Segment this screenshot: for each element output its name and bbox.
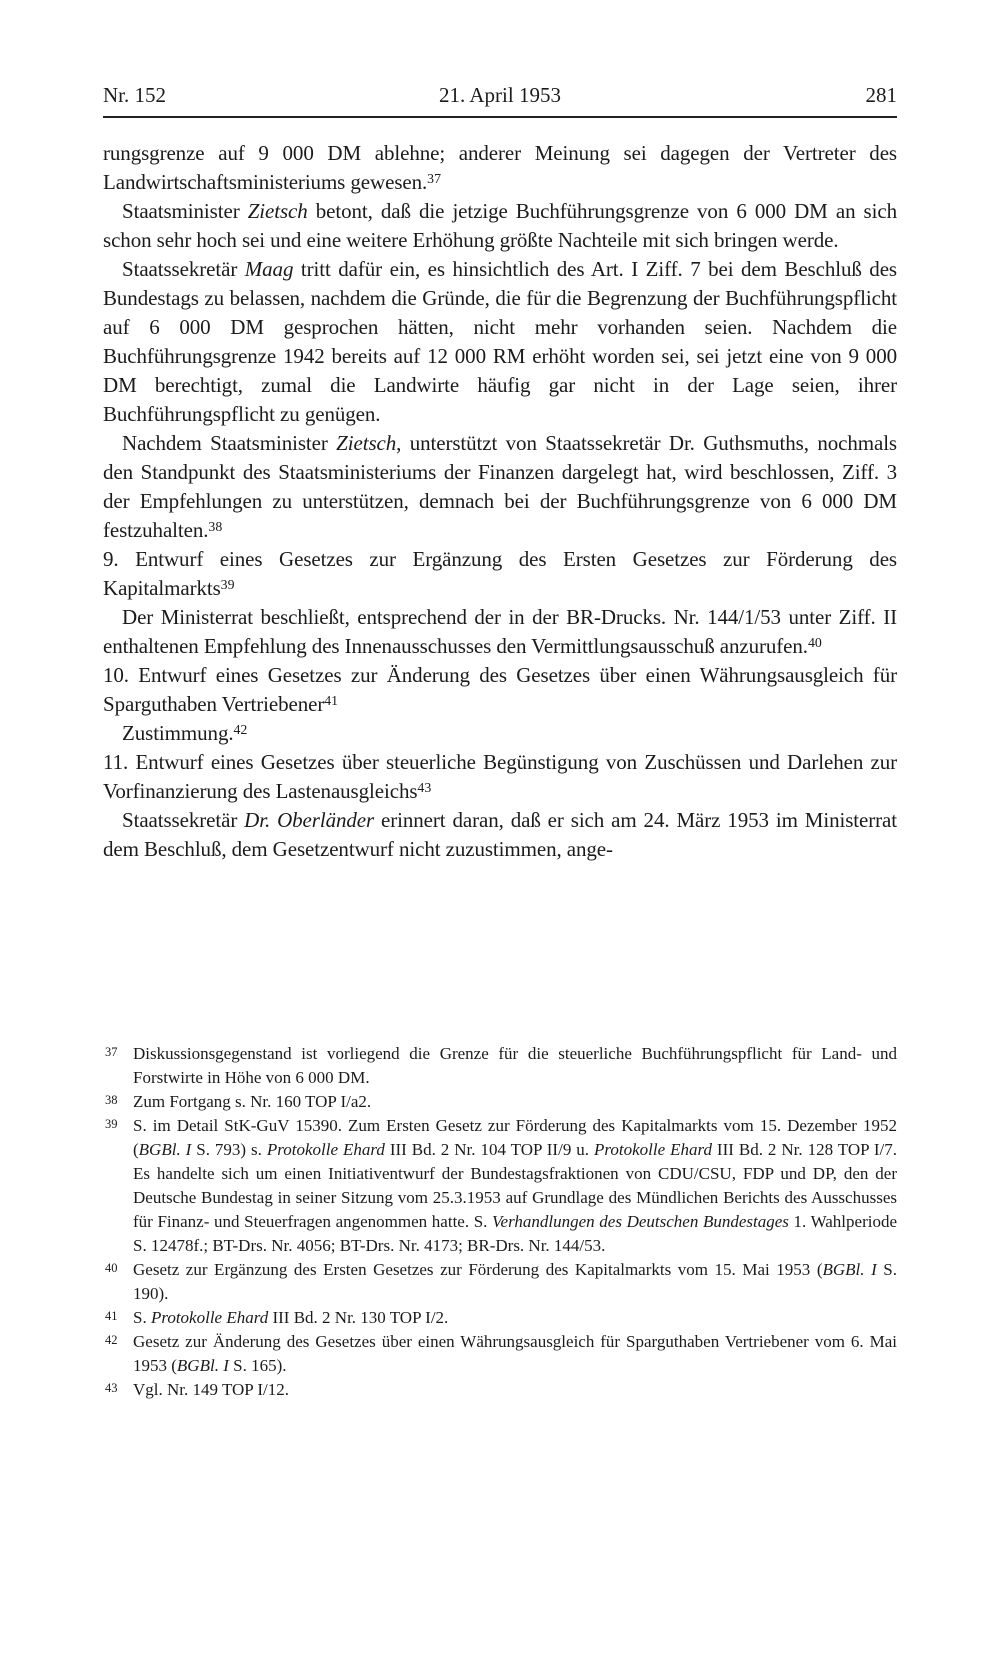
text-run: S. 190). [133,1260,897,1303]
footnote-number: 37 [105,1045,118,1059]
agenda-item-heading [103,661,897,719]
footnote-text [133,1116,897,1255]
page-header [103,83,897,109]
header-rule [103,116,897,118]
text-run: Zustimmung. [122,721,234,745]
text-run: S. 793) s. [191,1140,267,1159]
italic-text: Zietsch [336,431,397,455]
italic-text: BGBl. I [822,1260,877,1279]
italic-text: Protokolle Ehard [150,1308,269,1327]
paragraph [103,139,897,197]
footnote-text [133,1092,371,1111]
text-run: III Bd. 2 Nr. 130 TOP I/2. [268,1308,449,1327]
text-run: 11. Entwurf eines Gesetzes über steuerliche Begünstigung von Zuschüssen und Darlehen zur Vorfinanzierung des Lastenausgleichs [103,750,897,803]
text-run: rungsgrenze auf 9 000 DM ablehne; anderer Meinung sei dagegen der Vertreter des Landwirtschaftsministeriums gewesen. [103,141,897,194]
text-run: 1. Wahlperiode S. 12478f.; BT-Drs. Nr. 4056; BT-Drs. Nr. 4173; BR-Drs. Nr. 144/53. [133,1212,898,1255]
footnote [103,1114,897,1258]
text-run: Zum Fortgang s. Nr. 160 TOP I/a2. [133,1092,372,1111]
italic-text: Protokolle Ehard [594,1140,712,1159]
italic-text: Protokolle Ehard [266,1140,385,1159]
agenda-item-heading [103,748,897,806]
italic-text: BGBl. I [138,1140,192,1159]
paragraph [103,429,897,545]
text-run: S. [133,1308,151,1327]
header-page-number: 281 [865,83,897,107]
footnote [103,1378,897,1402]
text-run: Staatssekretär [122,808,245,832]
header-date: 21. April 1953 [439,83,561,107]
footnote [103,1330,897,1378]
footnotes [103,1042,897,1402]
footnote-reference: 37 [427,170,442,186]
text-run: 9. Entwurf eines Gesetzes zur Ergänzung des Ersten Gesetzes zur Förderung des Kapitalmarkts [103,547,897,600]
text-run: Staatssekretär [122,257,245,281]
footnote-reference: 42 [233,721,248,737]
footnote-number: 41 [105,1309,118,1323]
paragraph [103,603,897,661]
italic-text: Zietsch [247,199,308,223]
text-run: III Bd. 2 Nr. 128 TOP I/7. Es handelte sich um einen Initiativentwurf der Bundestagsfraktionen von CDU/CSU, FDP und DP, den der Deutsche Bundestag in seiner Sitzung vom 25.3.1953 auf Grundlage des Mündlichen Berichts des Ausschusses für Finanz- und Steuerfragen angenommen hatte. S. [133,1140,898,1231]
text-run: betont, daß die jetzige Buchführungsgrenze von 6 000 DM an sich schon sehr hoch sei und eine weitere Erhöhung größte Nachteile mit sich bringen werde. [103,199,897,252]
footnote-reference: 40 [807,634,822,650]
footnote-text [133,1332,897,1375]
body-text [103,139,897,864]
footnote [103,1042,897,1090]
footnote-number: 39 [105,1117,118,1131]
paragraph [103,255,897,429]
footnote-number: 38 [105,1093,118,1107]
italic-text: Maag [244,257,294,281]
footnote-text [133,1044,897,1087]
text-run: S. im Detail StK-GuV 15390. Zum Ersten Gesetz zur Förderung des Kapitalmarkts vom 15. Dezember 1952 ( [133,1116,897,1159]
footnote-text [133,1380,289,1399]
text-run: Nachdem Staatsminister [122,431,337,455]
italic-text: Verhandlungen des Deutschen Bundestages [492,1212,789,1231]
text-run: , unterstützt von Staatssekretär Dr. Guthsmuths, nochmals den Standpunkt des Staatsministeriums der Finanzen dargelegt hat, wird beschlossen, Ziff. 3 der Empfehlungen zu unterstützen, demnach bei der Buchführungsgrenze von 6 000 DM festzuhalten. [103,431,897,542]
footnote [103,1306,897,1330]
text-run: Gesetz zur Änderung des Gesetzes über einen Währungsausgleich für Sparguthaben Vertriebener vom 6. Mai 1953 ( [133,1332,897,1375]
header-doc-number: Nr. 152 [103,83,166,107]
footnote-reference: 43 [417,779,432,795]
text-run: tritt dafür ein, es hinsichtlich des Art. I Ziff. 7 bei dem Beschluß des Bundestags zu belassen, nachdem die Gründe, die für die Begrenzung der Buchführungspflicht auf 6 000 DM gesprochen hätten, nicht mehr vorhanden seien. Nachdem die Buchführungsgrenze 1942 bereits auf 12 000 RM erhöht worden sei, sei jetzt eine von 9 000 DM berechtigt, zumal die Landwirte häufig gar nicht in der Lage seien, ihrer Buchführungspflicht zu genügen. [103,257,897,426]
text-run: Der Ministerrat beschließt, entsprechend der in der BR-Drucks. Nr. 144/1/53 unter Ziff. II enthaltenen Empfehlung des Innenausschusses den Vermittlungsausschuß anzurufen. [103,605,897,658]
text-run: Staatsminister [122,199,248,223]
footnote-number: 40 [105,1261,118,1275]
text-run: III Bd. 2 Nr. 104 TOP II/9 u. [384,1140,594,1159]
text-run: Diskussionsgegenstand ist vorliegend die Grenze für die steuerliche Buchführungspflicht für Land- und Forstwirte in Höhe von 6 000 DM. [133,1044,897,1087]
footnote-number: 43 [105,1381,118,1395]
footnote-reference: 39 [220,576,235,592]
footnote-reference: 38 [208,518,223,534]
paragraph [103,197,897,255]
paragraph [103,806,897,864]
text-run: 10. Entwurf eines Gesetzes zur Änderung des Gesetzes über einen Währungsausgleich für Sparguthaben Vertriebener [103,663,897,716]
agenda-item-heading [103,545,897,603]
text-run: S. 165). [228,1356,287,1375]
footnote [103,1258,897,1306]
footnote-text [133,1308,448,1327]
italic-text: BGBl. I [176,1356,229,1375]
italic-text: Dr. Oberländer [244,808,375,832]
footnote-text [133,1260,897,1303]
paragraph [103,719,897,748]
text-run: erinnert daran, daß er sich am 24. März 1953 im Ministerrat dem Beschluß, dem Gesetzentwurf nicht zuzustimmen, ange- [103,808,897,861]
text-run: Gesetz zur Ergänzung des Ersten Gesetzes zur Förderung des Kapitalmarkts vom 15. Mai 1953 ( [133,1260,823,1279]
footnote [103,1090,897,1114]
footnote-reference: 41 [324,692,339,708]
footnote-number: 42 [105,1333,118,1347]
text-run: Vgl. Nr. 149 TOP I/12. [133,1380,290,1399]
